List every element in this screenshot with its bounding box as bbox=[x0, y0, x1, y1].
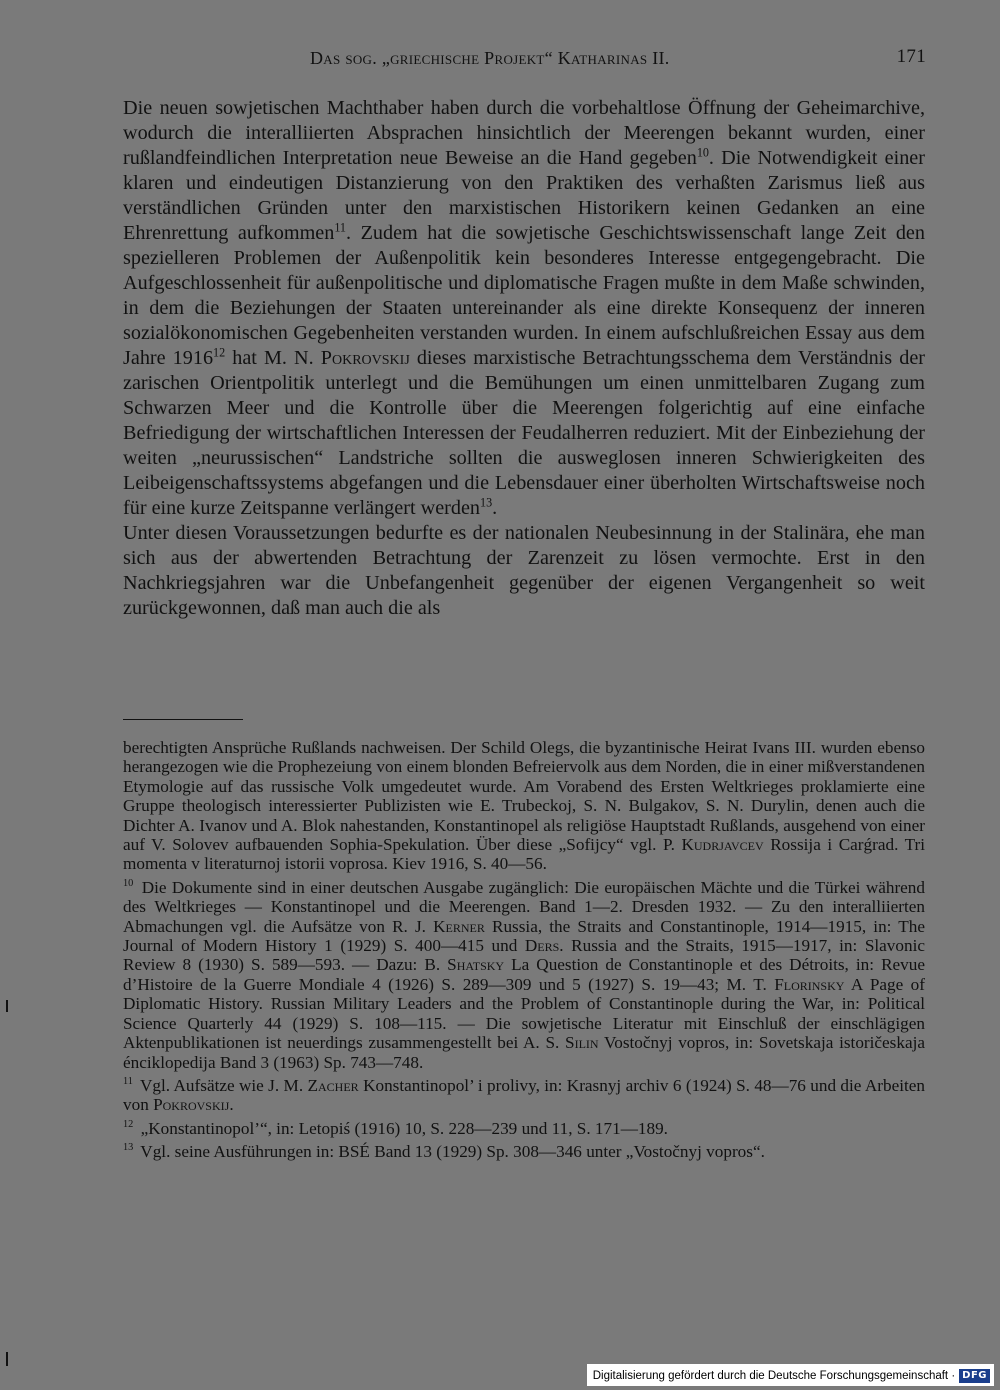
text-run: Russia and the Straits, 1915—1917, in: Slavonic Review 8 (1930) S. 589—593. — Dazu: B. bbox=[123, 936, 925, 975]
dfg-logo-icon: DFG bbox=[959, 1369, 990, 1383]
text-run: „Konstantinopol’“, in: Letopiś (1916) 10, S. 228—239 und 11, S. 171—189. bbox=[136, 1118, 668, 1138]
text-run: Vgl. seine Ausführungen in: BSÉ Band 13 (1929) Sp. 308—346 unter „Vostočnyj vopros“. bbox=[136, 1142, 765, 1162]
footnote-number: 11 bbox=[123, 1076, 133, 1088]
author-name: Zacher bbox=[307, 1075, 359, 1095]
footnote-11 bbox=[123, 1076, 925, 1115]
credit-text: Digitalisierung gefördert durch die Deutsche Forschungsgemeinschaft · bbox=[592, 1370, 956, 1382]
text-run: Rossija i Carǵrad. Tri momenta v literaturnoj istorii voprosa. Kiev 1916, S. 40—56. bbox=[123, 835, 926, 874]
footnote-ref: 13 bbox=[480, 495, 493, 510]
text-run: La Question de Constantinople et des Détroits, in: Revue d’Histoire de la Guerre Mondiale 4 (1926) S. 289—309 und 5 (1927) S. 19—43; M. T. bbox=[123, 955, 925, 994]
running-title: Das sog. „griechische Projekt“ Katharinas II. bbox=[310, 48, 670, 68]
author-name: Ders. bbox=[524, 936, 564, 956]
text-run: Die Dokumente sind in einer deutschen Ausgabe zugänglich: Die europäischen Mächte und die Türkei während des Weltkrieges — Konstantinopel und die Meerengen. Band 1—2. Dresden 1932. — Zu den interalliierten Abmachungen vgl. die Aufsätze von R. J. bbox=[123, 877, 925, 936]
footnote-12 bbox=[123, 1119, 925, 1138]
running-head bbox=[120, 44, 928, 74]
footnotes bbox=[123, 738, 925, 1166]
text-run: Vostočnyj vopros, in: Sovetskaja istoričeskaja énciklopedija Band 3 (1963) Sp. 743—748. bbox=[123, 1033, 925, 1072]
footnote-ref: 12 bbox=[213, 345, 226, 360]
footnote-number: 13 bbox=[123, 1142, 134, 1154]
author-name: Pokrovskij bbox=[153, 1095, 230, 1115]
digitization-credit bbox=[587, 1364, 994, 1386]
footnote-ref: 11 bbox=[334, 220, 346, 235]
author-name: Pokrovskij bbox=[320, 347, 410, 369]
text-run: . Zudem hat die sowjetische Geschichtswissenschaft lange Zeit den spezielleren Problemen der Außenpolitik kein besonderes Interesse entgegengebracht. Die Aufgeschlossenheit für außenpolitische und diplomatische Fragen mußte in dem Maße schwinden, in dem die Beziehungen der Staaten untereinander als eine direkte Konsequenz der inneren sozialökonomischen Gegebenheiten verstanden wurden. In einem aufschlußreichen Essay aus dem Jahre 1916 bbox=[123, 222, 925, 369]
author-name: Florinsky bbox=[774, 974, 845, 994]
text-run: Die neuen sowjetischen Machthaber haben durch die vorbehaltlose Öffnung der Geheimarchive, wodurch die interalliierten Absprachen hinsichtlich der Meerengen bekannt wurden, einer rußlandfeindlichen Interpretation neue Beweise an die Hand gegeben bbox=[123, 97, 925, 169]
footnote-10 bbox=[123, 878, 925, 1072]
text-run: Konstantinopol’ i prolivy, in: Krasnyj archiv 6 (1924) S. 48—76 und die Arbeiten von bbox=[123, 1075, 925, 1115]
footnote-number: 12 bbox=[123, 1118, 134, 1130]
author-name: Kerner bbox=[433, 916, 485, 936]
text-run: dieses marxistische Betrachtungsschema dem Verständnis der zarischen Orientpolitik unterlegt und die Bemühungen um einen unmittelbaren Zugang zum Schwarzen Meer und die Kontrolle über die Meerengen folgerichtig auf eine einfache Befriedigung der wirtschaftlichen Interessen der Feudalherren reduziert. Mit der Einbeziehung der weiten „neurussischen“ Landstriche sollten die ausweglosen inneren Schwierigkeiten des Leibeigenschaftssystems abgefangen und die Lebensdauer einer überholten Wirtschaftsweise noch für eine kurze Zeitspanne verlängert werden bbox=[123, 347, 925, 519]
page-number: 171 bbox=[896, 46, 926, 67]
footnote-13 bbox=[123, 1142, 925, 1161]
scan-margin-mark bbox=[6, 1000, 8, 1012]
body-text bbox=[123, 96, 925, 621]
author-name: Silin bbox=[565, 1033, 599, 1053]
author-name: Kudrjavcev bbox=[681, 835, 764, 855]
text-run: . bbox=[229, 1095, 234, 1115]
footnote-ref: 10 bbox=[696, 145, 709, 160]
scan-margin-mark bbox=[6, 1352, 8, 1366]
paragraph: Unter diesen Voraussetzungen bedurfte es der nationalen Neubesinnung in der Stalinära, ehe man sich aus der abwertenden Betrachtung der Zarenzeit zu lösen vermochte. Erst in den Nachkriegsjahren war die Unbefangenheit gegenüber der eigenen Vergangenheit so weit zurückgewonnen, daß man auch die als bbox=[123, 522, 925, 619]
author-name: Shatsky bbox=[447, 955, 505, 975]
text-run: Vgl. Aufsätze wie J. M. bbox=[135, 1075, 308, 1095]
text-run: Russia, the Straits and Constantinople, 1914—1915, in: The Journal of Modern History 1 (1929) S. 400—415 und bbox=[123, 916, 925, 956]
text-run: berechtigten Ansprüche Rußlands nachweisen. Der Schild Olegs, die byzantinische Heirat Ivans III. wurden ebenso herangezogen wie die Prophezeiung von einem blonden Befreiervolk aus dem Norden, die in einer mißverstandenen Etymologie auf das russische Volk umgedeutet wurde. Am Vorabend des Ersten Weltkrieges proklamierte eine Gruppe theologisch interessierter Publizisten wie E. Trubeckoj, S. N. Bulgakov, S. N. Durylin, denen auch die Dichter A. Ivanov und A. Blok nahestanden, Konstantinopel als religiöse Hauptstadt Rußlands, ausgehend von einer auf V. Solovev aufbauenden Sophia-Spekulation. Über diese „Sofijcy“ vgl. P. bbox=[123, 738, 925, 855]
footnote-continued bbox=[123, 738, 925, 874]
text-run: A Page of Diplomatic History. Russian Military Leaders and the Problem of Constantinople during the War, in: Political Science Quarterly 44 (1929) S. 108—115. — Die sowjetische Literatur mit Einschluß der einschlägigen Aktenpublikationen ist neuerdings zusammengestellt bei A. S. bbox=[123, 974, 925, 1053]
text-run: . Die Notwendigkeit einer klaren und eindeutigen Distanzierung von den Praktiken des verhaßten Zarismus ließ aus verständlichen Gründen unter den marxistischen Historikern keinen Gedanken an eine Ehrenrettung aufkommen bbox=[123, 147, 925, 244]
text-run: hat M. N. bbox=[225, 347, 321, 369]
paragraph bbox=[123, 96, 925, 521]
text-run: . bbox=[492, 497, 498, 519]
footnote-number: 10 bbox=[123, 878, 134, 890]
footnote-separator bbox=[123, 719, 243, 720]
